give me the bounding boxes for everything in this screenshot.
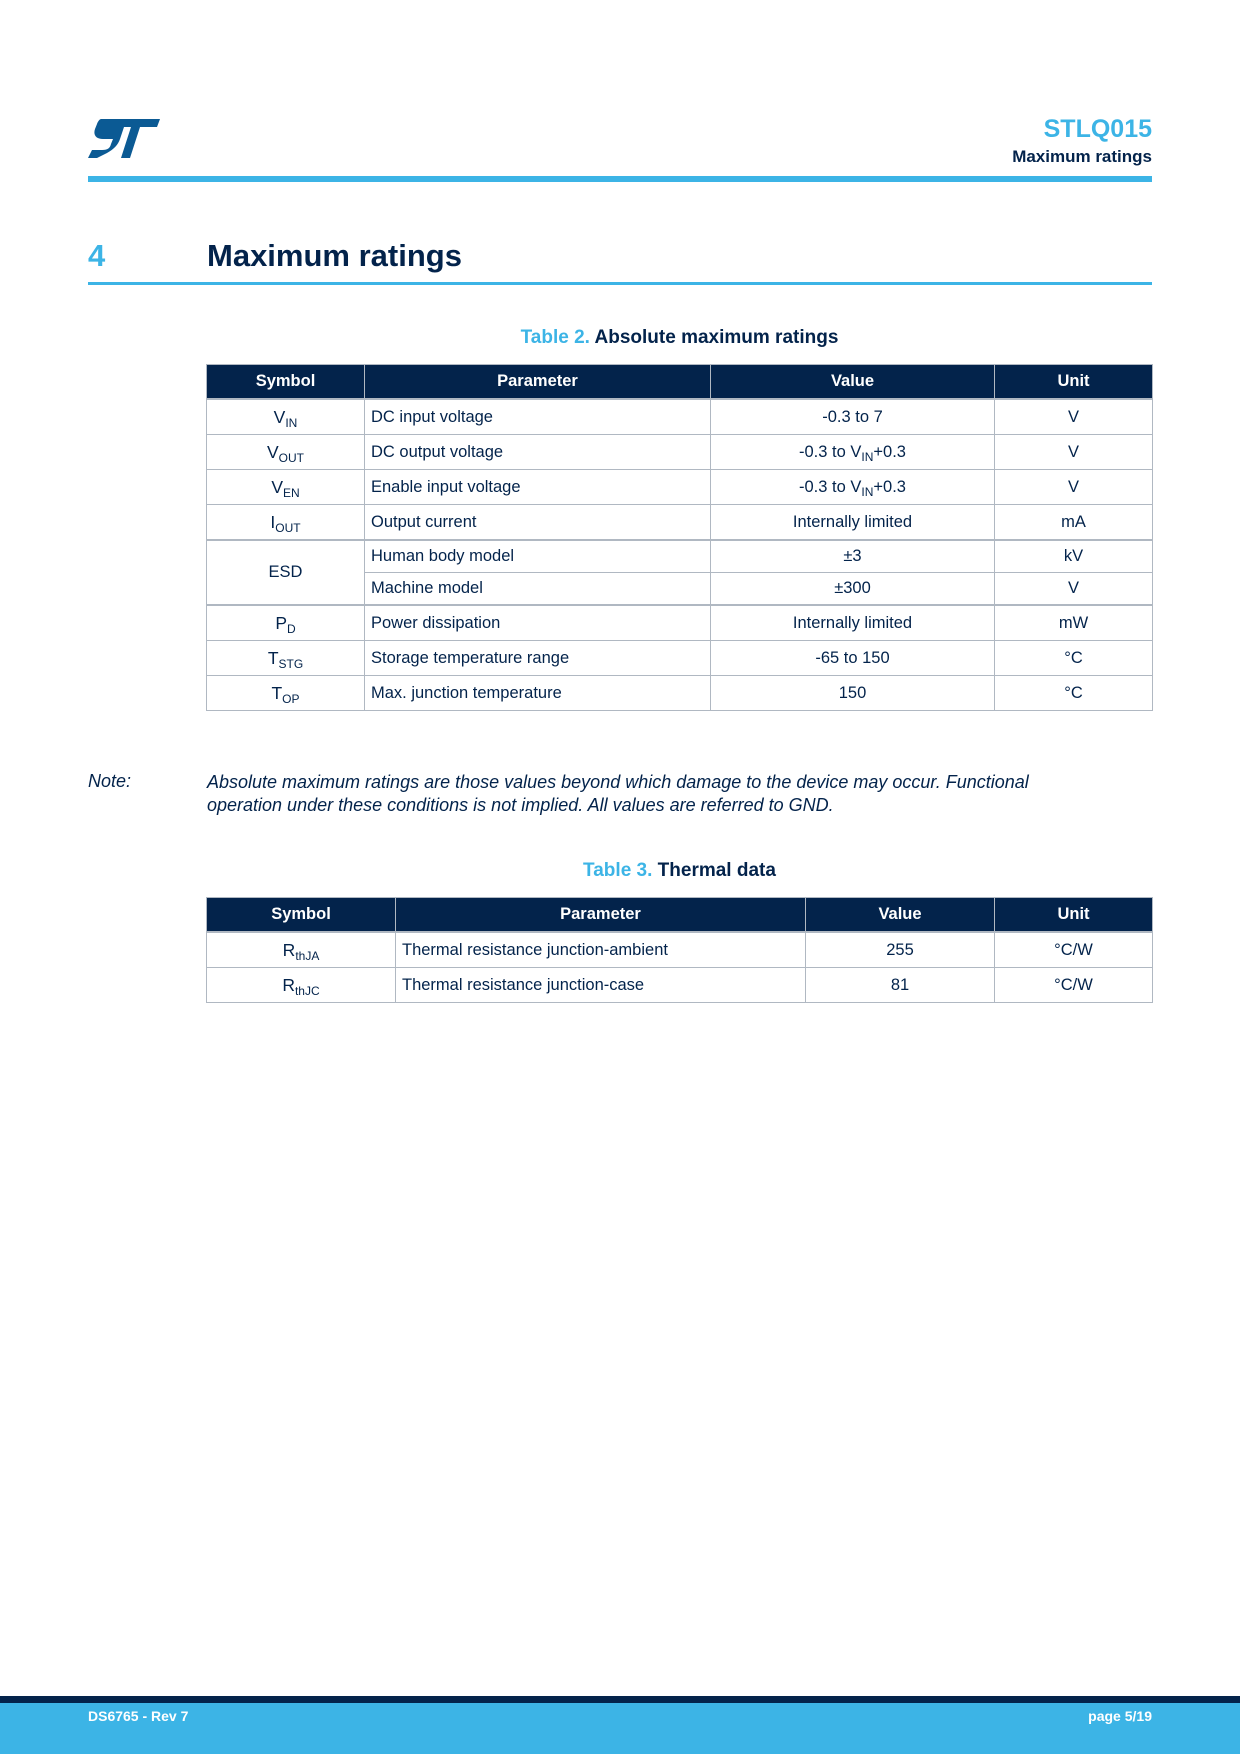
column-header-unit: Unit (995, 365, 1153, 400)
parameter-cell: Max. junction temperature (365, 676, 711, 711)
parameter-cell: Storage temperature range (365, 641, 711, 676)
table2-caption-number: Table 2. (520, 327, 590, 348)
table-row (207, 641, 1153, 676)
unit-cell: V (995, 435, 1153, 470)
symbol-cell: $V_{OUT}$ (207, 435, 365, 470)
table-row (207, 605, 1153, 641)
st-logo-icon (88, 119, 160, 158)
table-row (207, 435, 1153, 470)
header-rule (88, 176, 1152, 182)
parameter-cell: Human body model (365, 540, 711, 573)
unit-cell: °C/W (995, 968, 1153, 1003)
unit-cell: °C/W (995, 932, 1153, 968)
section-rule (88, 282, 1152, 285)
table-row (207, 470, 1153, 505)
value-cell: -0.3 to 7 (711, 399, 995, 435)
column-header-parameter: Parameter (396, 898, 806, 933)
table3-caption-number: Table 3. (583, 860, 653, 881)
parameter-cell: Thermal resistance junction-ambient (396, 932, 806, 968)
symbol-cell: $R_{thJA}$ (207, 932, 396, 968)
column-header-unit: Unit (995, 898, 1153, 933)
column-header-symbol: Symbol (207, 898, 396, 933)
value-cell: ±3 (711, 540, 995, 573)
table-row (207, 968, 1153, 1003)
value-cell: -0.3 to $V_{IN}+0.3$ (711, 435, 995, 470)
footer-page-number: page 5/19 (1088, 1708, 1152, 1724)
parameter-cell: Output current (365, 505, 711, 541)
parameter-cell: Machine model (365, 573, 711, 606)
column-header-value: Value (806, 898, 995, 933)
symbol-cell: $R_{thJC}$ (207, 968, 396, 1003)
parameter-cell: Thermal resistance junction-case (396, 968, 806, 1003)
symbol-cell: $V_{EN}$ (207, 470, 365, 505)
value-cell: Internally limited (711, 605, 995, 641)
parameter-cell: Power dissipation (365, 605, 711, 641)
symbol-cell: $I_{OUT}$ (207, 505, 365, 541)
symbol-cell: $V_{IN}$ (207, 399, 365, 435)
unit-cell: mA (995, 505, 1153, 541)
thermal-data-table (206, 897, 1153, 1003)
symbol-cell: $T_{STG}$ (207, 641, 365, 676)
header-product-name: STLQ015 (1043, 115, 1152, 143)
footer-document-revision: DS6765 - Rev 7 (88, 1708, 189, 1724)
column-header-value: Value (711, 365, 995, 400)
header-section-name: Maximum ratings (1012, 147, 1152, 166)
unit-cell: V (995, 573, 1153, 606)
value-cell: -65 to 150 (711, 641, 995, 676)
value-cell: -0.3 to $V_{IN}+0.3$ (711, 470, 995, 505)
table2-caption (207, 327, 1152, 349)
table2-caption-title: Absolute maximum ratings (594, 327, 839, 348)
value-cell: Internally limited (711, 505, 995, 541)
symbol-cell: ESD (207, 540, 365, 605)
unit-cell: V (995, 470, 1153, 505)
section-title: Maximum ratings (207, 238, 462, 273)
unit-cell: °C (995, 676, 1153, 711)
unit-cell: kV (995, 540, 1153, 573)
unit-cell: mW (995, 605, 1153, 641)
table-row (207, 540, 1153, 573)
footer-dark-band (0, 1696, 1240, 1703)
parameter-cell: DC input voltage (365, 399, 711, 435)
note-label: Note: (88, 771, 132, 791)
table-row (207, 932, 1153, 968)
symbol-cell: $T_{OP}$ (207, 676, 365, 711)
value-cell: 255 (806, 932, 995, 968)
table-row (207, 676, 1153, 711)
unit-cell: V (995, 399, 1153, 435)
table-row (207, 505, 1153, 541)
parameter-cell: Enable input voltage (365, 470, 711, 505)
table-header-row (207, 898, 1153, 933)
symbol-cell: $P_D$ (207, 605, 365, 641)
section-number: 4 (88, 238, 106, 273)
column-header-symbol: Symbol (207, 365, 365, 400)
column-header-parameter: Parameter (365, 365, 711, 400)
parameter-cell: DC output voltage (365, 435, 711, 470)
table3-caption-title: Thermal data (657, 860, 776, 881)
value-cell: 81 (806, 968, 995, 1003)
absolute-maximum-ratings-table (206, 364, 1153, 711)
table3-caption (207, 860, 1152, 882)
unit-cell: °C (995, 641, 1153, 676)
value-cell: 150 (711, 676, 995, 711)
value-cell: ±300 (711, 573, 995, 606)
table-header-row (207, 365, 1153, 400)
table-row (207, 399, 1153, 435)
note-text: Absolute maximum ratings are those values beyond which damage to the device may occur. Functional operation under these conditions is not implied. All values are referred to GND. (207, 772, 1029, 815)
